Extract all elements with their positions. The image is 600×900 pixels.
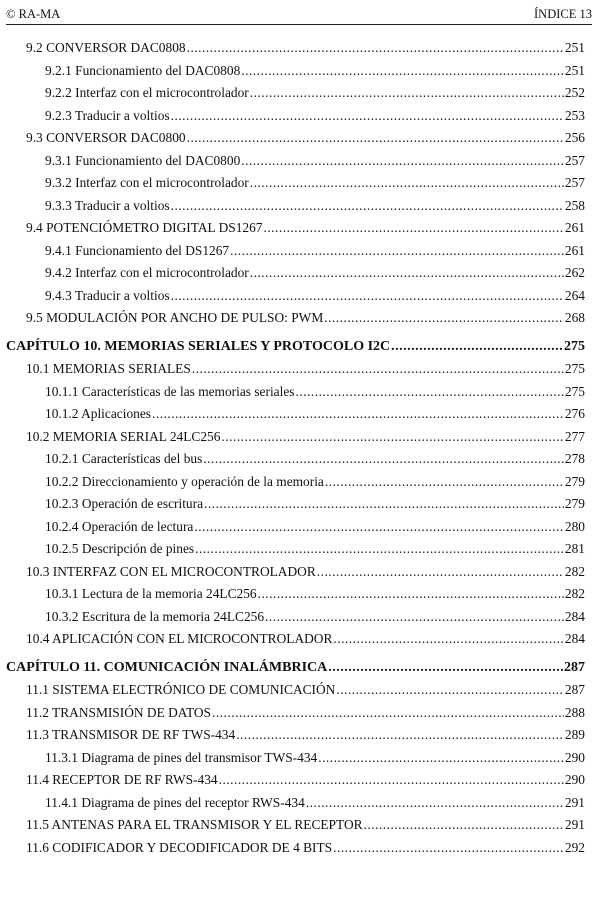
dot-leader <box>333 631 564 647</box>
page-number: 284 <box>564 608 585 624</box>
dot-leader <box>258 586 564 602</box>
toc-entry <box>0 265 600 288</box>
entry-title: 9.3.1 Funcionamiento del DAC0800 <box>45 152 241 168</box>
page-number: 279 <box>564 473 585 489</box>
dot-leader <box>192 361 564 377</box>
toc-entry <box>0 384 600 407</box>
dot-leader <box>364 817 564 833</box>
page-number: 251 <box>564 62 585 78</box>
entry-title: 10.1 MEMORIAS SERIALES <box>26 361 191 376</box>
entry-title: 9.4.3 Traducir a voltios <box>45 287 170 303</box>
toc-entry <box>0 175 600 198</box>
toc-entry <box>0 243 600 266</box>
page-number: 278 <box>564 451 585 466</box>
entry-title: 10.1.2 Aplicaciones <box>45 406 151 421</box>
toc-entry <box>0 750 600 773</box>
dot-leader <box>265 609 564 625</box>
running-head: ÍNDICE 13 <box>534 7 592 21</box>
page-number: 275 <box>564 361 585 376</box>
entry-title: 9.5 MODULACIÓN POR ANCHO DE PULSO: PWM <box>26 310 324 325</box>
entry-title: 9.3.3 Traducir a voltios <box>45 197 170 213</box>
entry-title: 10.2.3 Operación de escritura <box>45 496 204 511</box>
toc-entry <box>0 817 600 840</box>
page-number: 264 <box>564 287 585 303</box>
dot-leader <box>250 265 564 281</box>
toc-entry <box>0 406 600 429</box>
entry-title: CAPÍTULO 11. COMUNICACIÓN INALÁMBRICA <box>6 659 328 675</box>
toc-entry <box>0 220 600 243</box>
dot-leader <box>171 108 564 124</box>
entry-title: 11.2 TRANSMISIÓN DE DATOS <box>26 704 212 720</box>
toc-entry <box>0 682 600 705</box>
page-number: 290 <box>564 749 585 765</box>
page-number: 262 <box>564 265 585 280</box>
entry-title: 11.5 ANTENAS PARA EL TRANSMISOR Y EL RECEPTOR <box>26 817 363 832</box>
page-number: 257 <box>564 175 585 190</box>
dot-leader <box>250 175 564 191</box>
toc-entry <box>0 130 600 153</box>
toc-entry <box>0 840 600 863</box>
entry-title: 10.2.4 Operación de lectura <box>45 518 194 534</box>
dot-leader <box>171 288 564 304</box>
entry-title: 10.3.1 Lectura de la memoria 24LC256 <box>45 586 257 601</box>
page-number: 291 <box>564 817 585 832</box>
entry-title: 10.4 APLICACIÓN CON EL MICROCONTROLADOR <box>26 631 333 646</box>
entry-title: 11.3.1 Diagrama de pines del transmisor TWS-434 <box>45 749 318 765</box>
entry-title: 10.2.2 Direccionamiento y operación de la memoria <box>45 473 324 489</box>
toc-entry <box>0 85 600 108</box>
toc-entry <box>0 153 600 176</box>
toc-entry <box>0 609 600 632</box>
page-number: 252 <box>564 85 585 100</box>
toc-entry <box>0 288 600 311</box>
dot-leader <box>336 682 564 698</box>
dot-leader <box>230 243 564 259</box>
entry-title: 9.3 CONVERSOR DAC0800 <box>26 130 186 145</box>
dot-leader <box>203 451 564 467</box>
entry-title: 9.3.2 Interfaz con el microcontrolador <box>45 175 249 190</box>
page-number: 280 <box>564 518 585 534</box>
page-number: 261 <box>564 242 585 258</box>
dot-leader <box>241 153 564 169</box>
entry-title: 11.4.1 Diagrama de pines del receptor RWS-434 <box>45 794 305 810</box>
entry-title: 10.3 INTERFAZ CON EL MICROCONTROLADOR <box>26 563 316 579</box>
entry-title: 10.2.5 Descripción de pines <box>45 541 195 556</box>
page-number: 282 <box>564 563 585 579</box>
entry-title: CAPÍTULO 10. MEMORIAS SERIALES Y PROTOCOLO I2C <box>6 338 391 354</box>
entry-title: 10.1.1 Características de las memorias seriales <box>45 383 295 399</box>
page-number: 261 <box>564 220 585 235</box>
toc-entry <box>0 451 600 474</box>
toc-chapter-entry <box>0 660 600 683</box>
page-number: 288 <box>564 704 585 720</box>
page-number: 251 <box>564 40 585 55</box>
entry-title: 9.4 POTENCIÓMETRO DIGITAL DS1267 <box>26 220 263 235</box>
dot-leader <box>328 660 563 676</box>
page-number: 290 <box>564 772 585 787</box>
toc-entry <box>0 705 600 728</box>
dot-leader <box>194 519 564 535</box>
entry-title: 9.4.1 Funcionamiento del DS1267 <box>45 242 230 258</box>
page-number: 282 <box>564 586 585 601</box>
dot-leader <box>391 339 563 355</box>
page-number: 275 <box>564 338 585 354</box>
dot-leader <box>219 772 564 788</box>
entry-title: 11.3 TRANSMISOR DE RF TWS-434 <box>26 727 236 742</box>
entry-title: 11.6 CODIFICADOR Y DECODIFICADOR DE 4 BITS <box>26 839 333 855</box>
dot-leader <box>195 541 564 557</box>
dot-leader <box>263 220 563 236</box>
entry-title: 9.2.3 Traducir a voltios <box>45 107 170 123</box>
dot-leader <box>212 705 564 721</box>
entry-title: 9.2 CONVERSOR DAC0808 <box>26 40 186 55</box>
dot-leader <box>250 85 564 101</box>
entry-title: 9.2.1 Funcionamiento del DAC0808 <box>45 62 241 78</box>
dot-leader <box>333 840 564 856</box>
dot-leader <box>306 795 564 811</box>
entry-title: 11.4 RECEPTOR DE RF RWS-434 <box>26 772 218 787</box>
toc-entry <box>0 795 600 818</box>
entry-title: 10.3.2 Escritura de la memoria 24LC256 <box>45 608 265 624</box>
page-header <box>6 4 592 25</box>
toc-entry <box>0 198 600 221</box>
dot-leader <box>296 384 564 400</box>
page-number: 287 <box>564 682 585 697</box>
dot-leader <box>324 310 564 326</box>
page-number: 291 <box>564 794 585 810</box>
dot-leader <box>152 406 564 422</box>
toc-entry <box>0 63 600 86</box>
page-number: 287 <box>564 659 585 675</box>
entry-title: 10.2.1 Características del bus <box>45 451 203 466</box>
page-number: 279 <box>564 496 585 511</box>
toc-entry <box>0 586 600 609</box>
dot-leader <box>236 727 564 743</box>
toc-entry <box>0 541 600 564</box>
toc-entry <box>0 40 600 63</box>
dot-leader <box>241 63 564 79</box>
page-number: 257 <box>564 152 585 168</box>
toc-entry <box>0 727 600 750</box>
dot-leader <box>317 564 564 580</box>
toc-entry <box>0 564 600 587</box>
entry-title: 9.2.2 Interfaz con el microcontrolador <box>45 85 249 100</box>
publisher-label: © RA-MA <box>6 7 61 21</box>
page-number: 268 <box>564 310 585 325</box>
toc-entry <box>0 474 600 497</box>
dot-leader <box>325 474 564 490</box>
toc-entry <box>0 310 600 333</box>
entry-title: 11.1 SISTEMA ELECTRÓNICO DE COMUNICACIÓN <box>26 682 336 697</box>
dot-leader <box>187 130 564 146</box>
entry-title: 9.4.2 Interfaz con el microcontrolador <box>45 265 249 280</box>
page-number: 277 <box>564 428 585 444</box>
toc-entry <box>0 519 600 542</box>
page-number: 275 <box>564 383 585 399</box>
page-number: 276 <box>564 406 585 421</box>
toc-entry <box>0 361 600 384</box>
page-number: 289 <box>564 727 585 742</box>
page-number: 292 <box>564 839 585 855</box>
page-number: 284 <box>564 631 585 646</box>
page-number: 253 <box>564 107 585 123</box>
table-of-contents <box>0 40 600 862</box>
page-number: 281 <box>564 541 585 556</box>
entry-title: 10.2 MEMORIA SERIAL 24LC256 <box>26 428 221 444</box>
toc-chapter-entry <box>0 339 600 362</box>
page-number: 256 <box>564 130 585 145</box>
page-number: 258 <box>564 197 585 213</box>
toc-entry <box>0 772 600 795</box>
toc-entry <box>0 108 600 131</box>
dot-leader <box>187 40 564 56</box>
dot-leader <box>221 429 563 445</box>
toc-entry <box>0 429 600 452</box>
dot-leader <box>318 750 564 766</box>
toc-entry <box>0 496 600 519</box>
toc-entry <box>0 631 600 654</box>
dot-leader <box>204 496 564 512</box>
dot-leader <box>171 198 564 214</box>
